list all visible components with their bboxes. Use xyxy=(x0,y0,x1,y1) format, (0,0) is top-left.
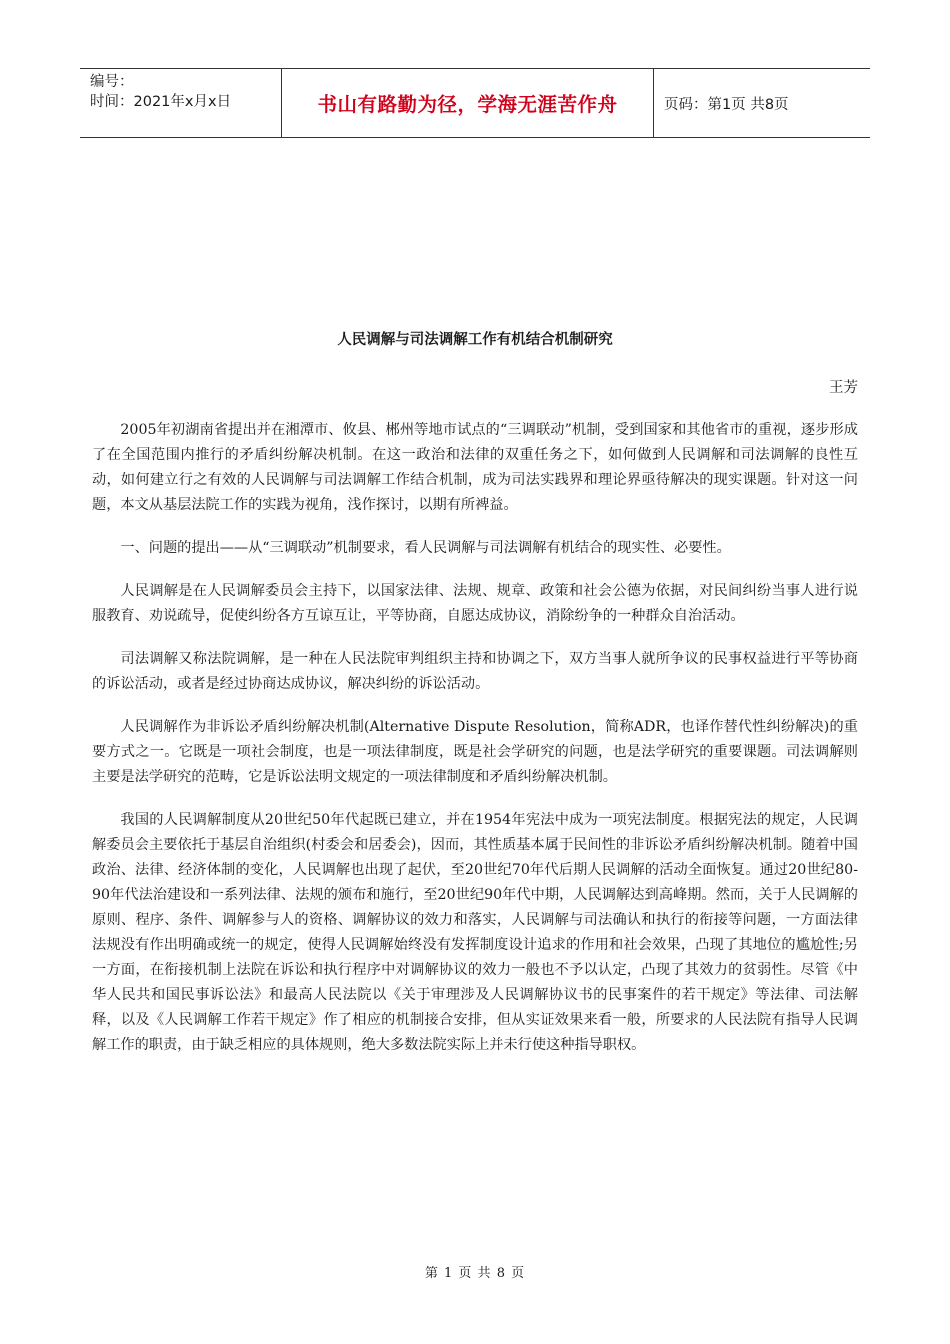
paragraph: 我国的人民调解制度从20世纪50年代起既已建立，并在1954年宪法中成为一项宪法制度。根据宪法的规定，人民调解委员会主要依托于基层自治组织(村委会和居委会)，因而，其性质基本属于民间性的非诉讼矛盾纠纷解决机制。随着中国政治、法律、经济体制的变化，人民调解也出现了起伏，至20世纪70年代后期人民调解的活动全面恢复。通过20世纪80-90年代法治建设和一系列法律、法规的颁布和施行，至20世纪90年代中期，人民调解达到高峰期。然而，关于人民调解的原则、程序、条件、调解参与人的资格、调解协议的效力和落实，人民调解与司法确认和执行的衔接等问题，一方面法律法规没有作出明确或统一的规定，使得人民调解始终没有发挥制度设计追求的作用和社会效果，凸现了其地位的尴尬性;另一方面，在衔接机制上法院在诉讼和执行程序中对调解协议的效力一般也不予以认定，凸现了其效力的贫弱性。尽管《中华人民共和国民事诉讼法》和最高人民法院以《关于审理涉及人民调解协议书的民事案件的若干规定》等法律、司法解释，以及《人民调解工作若干规定》作了相应的机制接合安排，但从实证效果来看一般，所要求的人民法院有指导人民调解工作的职责，由于缺乏相应的具体规则，绝大多数法院实际上并未行使这种指导职权。 xyxy=(92,812,858,1053)
paragraph: 人民调解是在人民调解委员会主持下，以国家法律、法规、规章、政策和社会公德为依据，对民间纠纷当事人进行说服教育、劝说疏导，促使纠纷各方互谅互让，平等协商，自愿达成协议，消除纷争的一种群众自治活动。 xyxy=(92,583,858,624)
header-motto: 书山有路勤为径，学海无涯苦作舟 xyxy=(282,69,654,137)
document-header xyxy=(80,68,870,138)
paragraph: 人民调解作为非诉讼矛盾纠纷解决机制(Alternative Dispute Resolution，简称ADR，也译作替代性纠纷解决)的重要方式之一。它既是一项社会制度，也是一项法律制度，既是社会学研究的问题，也是法学研究的重要课题。司法调解则主要是法学研究的范畴，它是诉讼法明文规定的一项法律制度和矛盾纠纷解决机制。 xyxy=(92,719,858,785)
document-title: 人民调解与司法调解工作有机结合机制研究 xyxy=(337,332,613,348)
header-meta xyxy=(80,69,282,137)
document-body xyxy=(92,418,858,1076)
section-heading: 一、问题的提出——从“三调联动”机制要求，看人民调解与司法调解有机结合的现实性、必要性。 xyxy=(120,540,731,556)
document-date: 时间：2021年x月x日 xyxy=(90,94,232,110)
paragraph: 2005年初湖南省提出并在湘潭市、攸县、郴州等地市试点的“三调联动”机制，受到国家和其他省市的重视，逐步形成了在全国范围内推行的矛盾纠纷解决机制。在这一政治和法律的双重任务之下，如何做到人民调解和司法调解的良性互动，如何建立行之有效的人民调解与司法调解工作结合机制，成为司法实践界和理论界亟待解决的现实课题。针对这一问题，本文从基层法院工作的实践为视角，浅作探讨，以期有所裨益。 xyxy=(92,422,858,513)
paragraph: 司法调解又称法院调解，是一种在人民法院审判组织主持和协调之下，双方当事人就所争议的民事权益进行平等协商的诉讼活动，或者是经过协商达成协议，解决纠纷的诉讼活动。 xyxy=(92,651,858,692)
page-footer: 第 1 页 共 8 页 xyxy=(424,1266,526,1281)
header-page-info: 页码：第1页 共8页 xyxy=(664,96,789,113)
document-number-label: 编号： xyxy=(90,74,134,90)
document-author: 王芳 xyxy=(829,380,858,396)
